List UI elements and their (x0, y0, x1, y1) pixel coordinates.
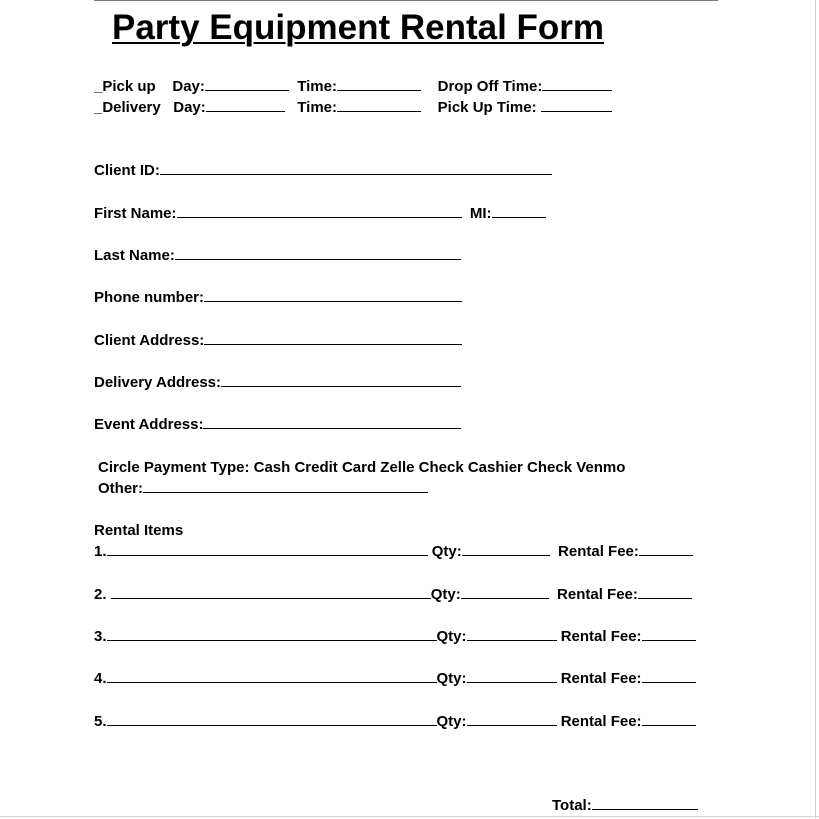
total-row (552, 797, 698, 815)
qty-field[interactable] (462, 543, 550, 556)
event-address-label: Event Address: (94, 416, 204, 433)
client-id-field[interactable] (160, 162, 552, 175)
client-address-row (94, 332, 462, 350)
pickup-time-field[interactable] (337, 78, 421, 91)
rental-item-field[interactable] (111, 586, 431, 599)
rental-fee-label: Rental Fee: (560, 713, 642, 730)
first-name-row (94, 205, 546, 223)
pickup-row (94, 78, 612, 96)
payment-type-row (98, 459, 625, 477)
rental-item-field[interactable] (107, 628, 437, 641)
client-id-row (94, 162, 552, 180)
phone-label: Phone number: (94, 289, 205, 306)
event-address-field[interactable] (203, 416, 461, 429)
phone-row (94, 289, 462, 307)
pickup-time-label: Time: (297, 78, 337, 95)
qty-field[interactable] (467, 670, 557, 683)
total-field[interactable] (592, 797, 698, 810)
client-address-field[interactable] (204, 332, 462, 345)
delivery-address-field[interactable] (221, 374, 461, 387)
payment-type-label[interactable]: Circle Payment Type: Cash Credit Card Zelle Check Cashier Check Venmo (98, 459, 626, 476)
pickup-day-label: Day: (172, 78, 205, 95)
rental-item-field[interactable] (107, 713, 437, 726)
drop-off-time-label: Drop Off Time: (437, 78, 543, 95)
drop-off-time-field[interactable] (542, 78, 612, 91)
delivery-option[interactable]: _Delivery (94, 99, 161, 116)
delivery-address-label: Delivery Address: (94, 374, 222, 391)
rental-fee-field[interactable] (642, 670, 696, 683)
last-name-row (94, 247, 461, 265)
rental-fee-label: Rental Fee: (560, 628, 642, 645)
delivery-day-label: Day: (173, 99, 206, 116)
client-id-label: Client ID: (94, 162, 160, 179)
client-address-label: Client Address: (94, 332, 205, 349)
rental-item-number: 5. (94, 713, 107, 730)
rental-item-field[interactable] (107, 670, 437, 683)
rental-fee-label: Rental Fee: (557, 586, 638, 603)
bottom-page-edge (0, 816, 819, 817)
pickup-day-field[interactable] (205, 78, 289, 91)
rental-item-row (94, 670, 696, 688)
form-title: Party Equipment Rental Form (112, 8, 605, 47)
rental-item-number: 2. (94, 586, 107, 603)
event-address-row (94, 416, 461, 434)
delivery-address-row (94, 374, 461, 392)
qty-label: Qty: (436, 670, 467, 687)
pick-up-time-label: Pick Up Time: (437, 99, 537, 116)
rental-item-number: 4. (94, 670, 107, 687)
phone-field[interactable] (204, 289, 462, 302)
right-page-edge (815, 0, 816, 819)
qty-label: Qty: (431, 543, 462, 560)
qty-label: Qty: (436, 628, 467, 645)
pick-up-time-field[interactable] (541, 99, 612, 112)
qty-label: Qty: (430, 586, 461, 603)
rental-item-field[interactable] (107, 543, 428, 556)
rental-item-row (94, 628, 696, 646)
pickup-option[interactable]: _Pick up (94, 78, 156, 95)
qty-label: Qty: (436, 713, 467, 730)
last-name-field[interactable] (175, 247, 461, 260)
qty-field[interactable] (467, 628, 557, 641)
rental-fee-field[interactable] (639, 543, 693, 556)
rental-fee-field[interactable] (638, 586, 692, 599)
rental-fee-label: Rental Fee: (558, 543, 639, 560)
payment-other-field[interactable] (143, 480, 428, 493)
first-name-label: First Name: (94, 205, 177, 222)
rental-fee-label: Rental Fee: (560, 670, 642, 687)
delivery-day-field[interactable] (206, 99, 285, 112)
qty-field[interactable] (461, 586, 549, 599)
delivery-time-field[interactable] (337, 99, 421, 112)
mi-field[interactable] (492, 205, 546, 218)
payment-other-row (98, 480, 428, 498)
delivery-row (94, 99, 612, 117)
rental-item-number: 3. (94, 628, 107, 645)
rental-item-row (94, 586, 692, 604)
mi-label: MI: (469, 205, 492, 222)
delivery-time-label: Time: (297, 99, 337, 116)
qty-field[interactable] (467, 713, 557, 726)
payment-other-label: Other: (98, 480, 143, 497)
first-name-field[interactable] (177, 205, 462, 218)
rental-items-heading: Rental Items (94, 522, 184, 539)
total-label: Total: (552, 797, 592, 814)
rental-fee-field[interactable] (642, 713, 696, 726)
last-name-label: Last Name: (94, 247, 175, 264)
rental-item-row (94, 713, 696, 731)
rental-fee-field[interactable] (642, 628, 696, 641)
rental-item-row (94, 543, 693, 561)
rental-item-number: 1. (94, 543, 107, 560)
top-border-line (94, 0, 718, 1)
